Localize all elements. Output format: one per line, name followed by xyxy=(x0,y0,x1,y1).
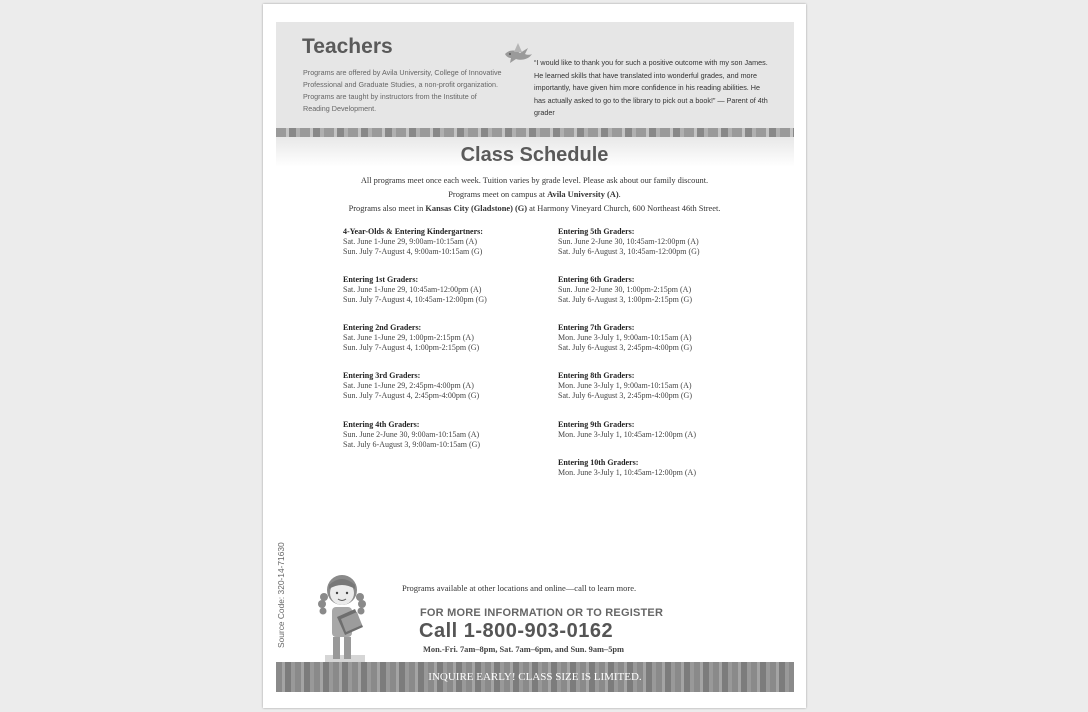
session-line: Sat. July 6-August 3, 10:45am-12:00pm (G) xyxy=(558,247,700,256)
campus-name: Avila University (A) xyxy=(547,190,619,199)
session-line: Mon. June 3-July 1, 9:00am-10:15am (A) xyxy=(558,333,692,342)
grade-block xyxy=(558,371,778,401)
grade-block xyxy=(558,323,778,353)
parent-quote: “I would like to thank you for such a positive outcome with my son James. He learned skills that have translated into wonderful grades, and more importantly, have given him more confidence in his reading abilities. He has actually asked to go to the library to pick out a book!” — Parent of 4th grader xyxy=(534,58,768,118)
session-line: Sun. June 2-June 30, 10:45am-12:00pm (A) xyxy=(558,237,699,246)
grade-heading: Entering 9th Graders: xyxy=(558,420,635,429)
session-line: Sun. July 7-August 4, 9:00am-10:15am (G) xyxy=(343,247,483,256)
office-hours: Mon.-Fri. 7am–8pm, Sat. 7am–6pm, and Sun. 9am–5pm xyxy=(423,645,625,654)
grade-heading: 4-Year-Olds & Entering Kindergartners: xyxy=(343,227,483,236)
teachers-title: Teachers xyxy=(302,35,393,58)
session-line: Sat. July 6-August 3, 1:00pm-2:15pm (G) xyxy=(558,295,692,304)
grade-heading: Entering 5th Graders: xyxy=(558,227,635,236)
session-line: Sat. July 6-August 3, 2:45pm-4:00pm (G) xyxy=(558,343,692,352)
intro-line-3-prefix: Programs also meet in xyxy=(348,204,426,213)
session-line: Mon. June 3-July 1, 10:45am-12:00pm (A) xyxy=(558,468,696,477)
grade-block xyxy=(343,227,563,257)
grade-heading: Entering 4th Graders: xyxy=(343,420,420,429)
intro-line-2-suffix: . xyxy=(618,190,621,199)
grade-block xyxy=(558,458,778,478)
grade-heading: Entering 8th Graders: xyxy=(558,371,635,380)
session-line: Sun. June 2-June 30, 9:00am-10:15am (A) xyxy=(343,430,480,439)
teachers-description: Programs are offered by Avila University, College of Innovative Professional and Graduate Studies, a non-profit organization. Programs are taught by instructors from the Institute of Reading Development. xyxy=(303,68,502,113)
intro-line-2 xyxy=(263,188,806,202)
bird-icon xyxy=(502,40,534,66)
grade-heading: Entering 7th Graders: xyxy=(558,323,635,332)
schedule-intro xyxy=(263,174,806,216)
session-line: Sat. June 1-June 29, 1:00pm-2:15pm (A) xyxy=(343,333,474,342)
session-line: Sat. July 6-August 3, 2:45pm-4:00pm (G) xyxy=(558,391,692,400)
source-code: Source Code: 320-14-71630 xyxy=(276,542,286,648)
more-locations-note: Programs available at other locations and online—call to learn more. xyxy=(402,583,637,593)
session-line: Sat. June 1-June 29, 2:45pm-4:00pm (A) xyxy=(343,381,474,390)
intro-line-2-prefix: Programs meet on campus at xyxy=(448,190,548,199)
session-line: Sun. July 7-August 4, 2:45pm-4:00pm (G) xyxy=(343,391,480,400)
intro-line-3-suffix: at Harmony Vineyard Church, 600 Northeast 46th Street. xyxy=(527,204,721,213)
grade-heading: Entering 2nd Graders: xyxy=(343,323,422,332)
session-line: Sat. June 1-June 29, 9:00am-10:15am (A) xyxy=(343,237,477,246)
grade-heading: Entering 10th Graders: xyxy=(558,458,639,467)
grade-heading: Entering 6th Graders: xyxy=(558,275,635,284)
bottom-banner xyxy=(276,662,794,692)
divider-stripe xyxy=(276,128,794,137)
grade-block xyxy=(343,420,563,450)
grade-block xyxy=(343,275,563,305)
location-name: Kansas City (Gladstone) (G) xyxy=(425,204,528,213)
info-heading: FOR MORE INFORMATION OR TO REGISTER xyxy=(420,607,664,619)
phone-number: Call 1-800-903-0162 xyxy=(419,620,614,642)
session-line: Sat. June 1-June 29, 10:45am-12:00pm (A) xyxy=(343,285,482,294)
session-line: Mon. June 3-July 1, 9:00am-10:15am (A) xyxy=(558,381,692,390)
class-schedule-title: Class Schedule xyxy=(460,144,609,166)
grade-heading: Entering 1st Graders: xyxy=(343,275,419,284)
grade-block xyxy=(343,371,563,401)
teachers-panel xyxy=(276,22,794,128)
session-line: Sun. July 7-August 4, 10:45am-12:00pm (G) xyxy=(343,295,487,304)
session-line: Sat. July 6-August 3, 9:00am-10:15am (G) xyxy=(343,440,481,449)
session-line: Mon. June 3-July 1, 10:45am-12:00pm (A) xyxy=(558,430,696,439)
grade-block xyxy=(343,323,563,353)
intro-line-1: All programs meet once each week. Tuition varies by grade level. Please ask about our family discount. xyxy=(360,176,709,185)
session-line: Sun. July 7-August 4, 1:00pm-2:15pm (G) xyxy=(343,343,480,352)
flyer-page xyxy=(263,4,806,708)
grade-block xyxy=(558,227,778,257)
session-line: Sun. June 2-June 30, 1:00pm-2:15pm (A) xyxy=(558,285,692,294)
intro-line-3 xyxy=(263,202,806,216)
grade-block xyxy=(558,420,778,440)
grade-heading: Entering 3rd Graders: xyxy=(343,371,421,380)
grade-block xyxy=(558,275,778,305)
bottom-banner-text: INQUIRE EARLY! CLASS SIZE IS LIMITED. xyxy=(428,671,642,683)
